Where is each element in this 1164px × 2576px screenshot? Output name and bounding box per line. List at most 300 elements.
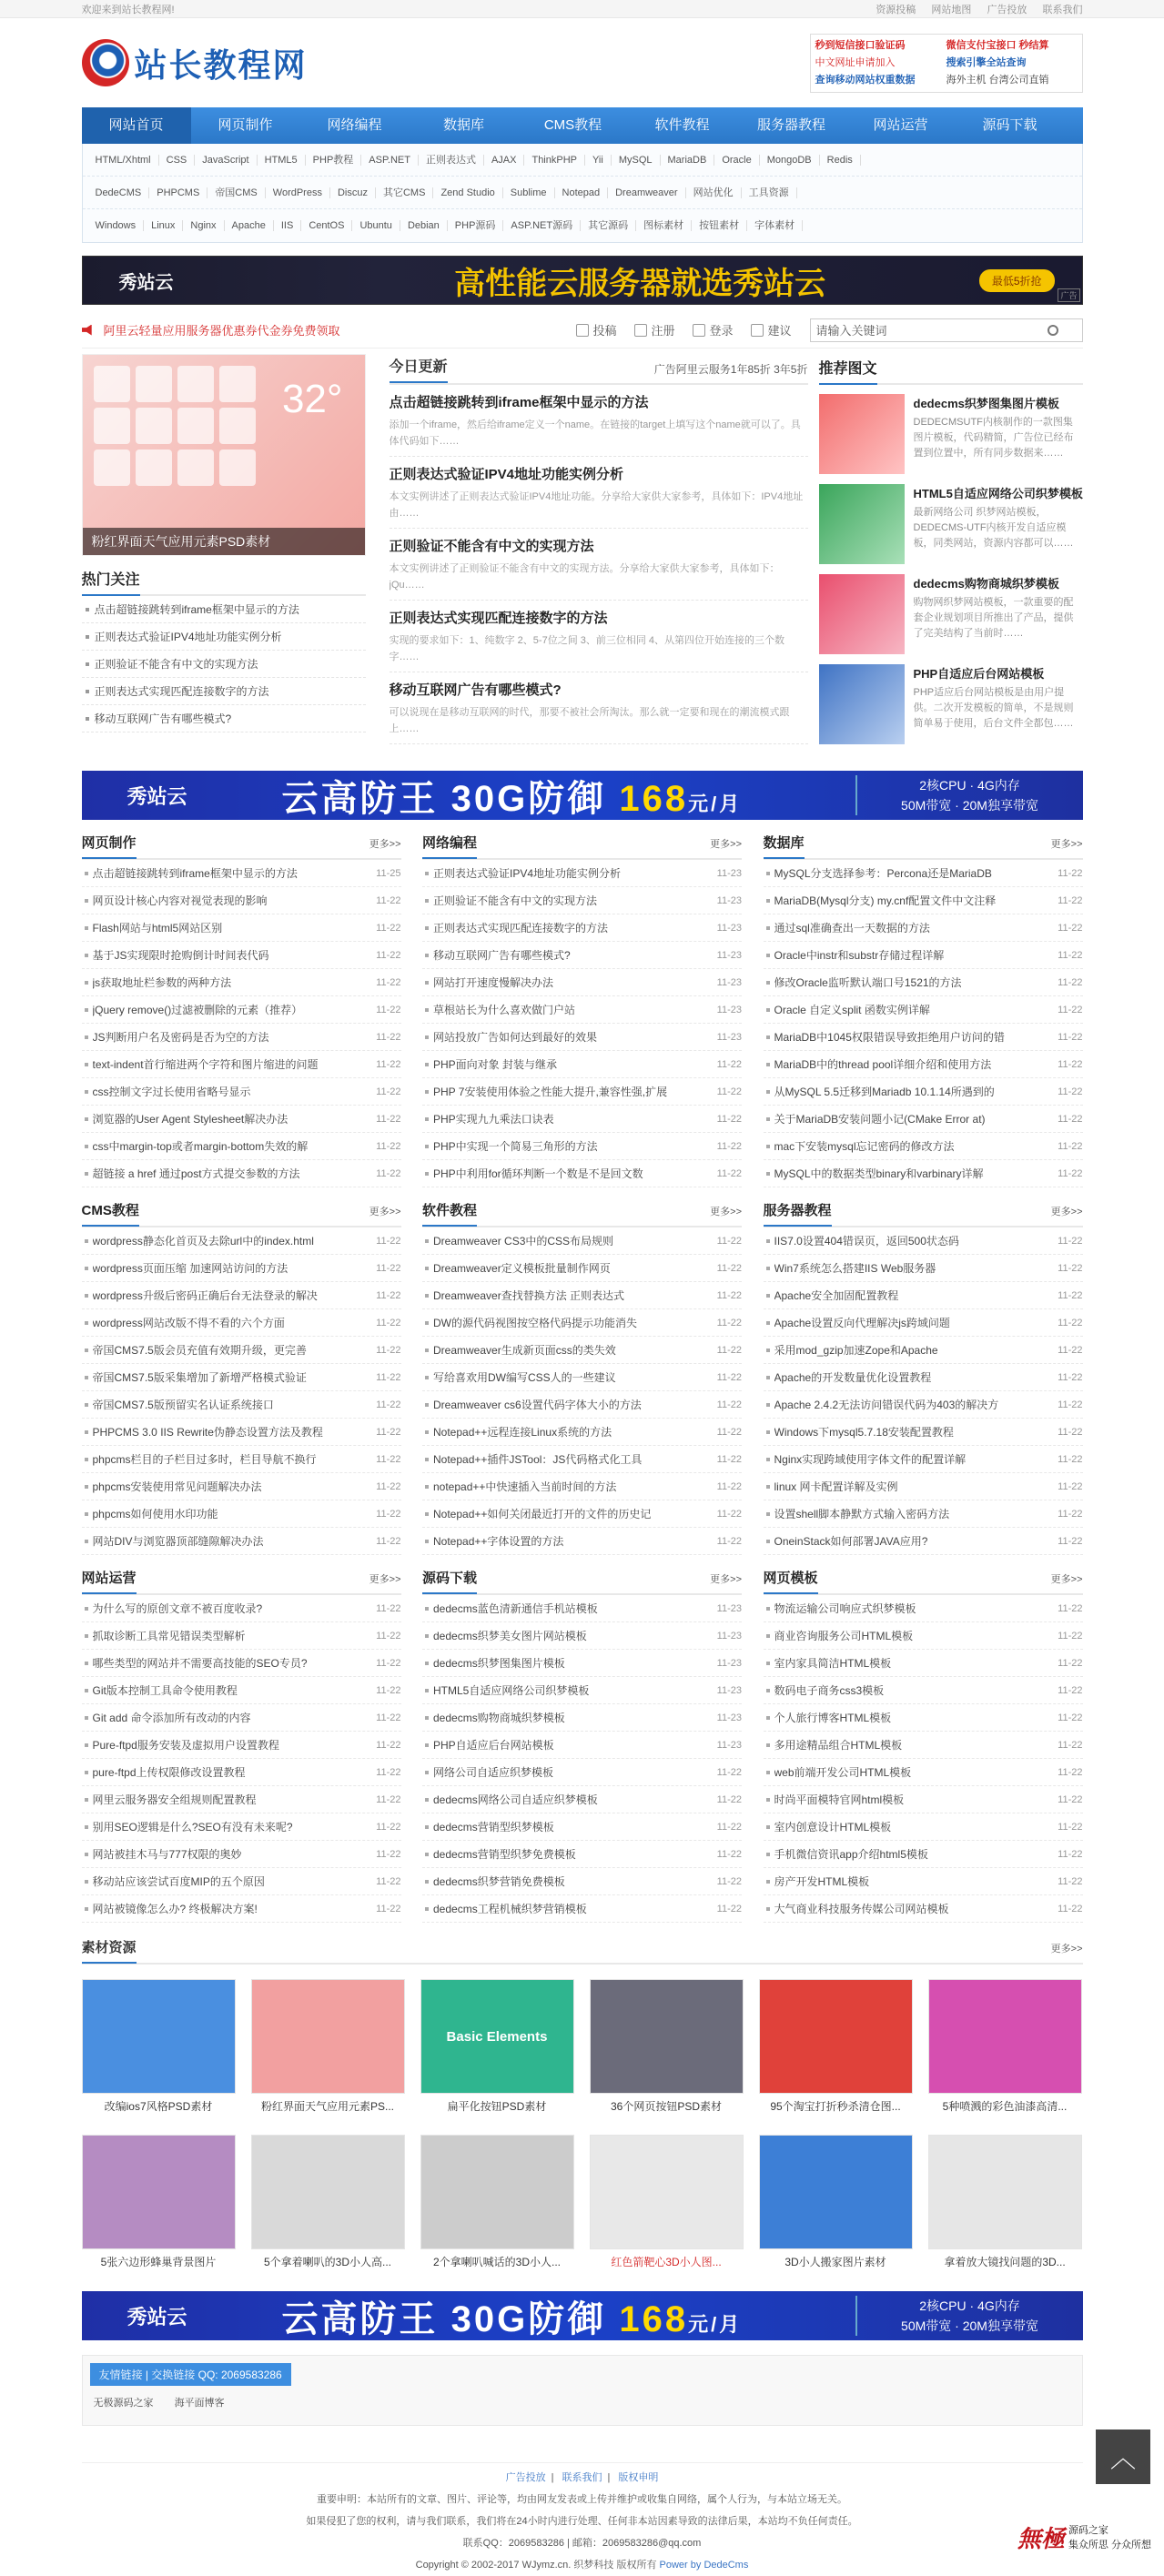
resource-card[interactable]: [251, 1979, 405, 2119]
article-link[interactable]: 网站投放广告如何达到最好的效果: [433, 1031, 598, 1044]
article-link[interactable]: Dreamweaver定义模板批量制作网页: [433, 1262, 611, 1275]
slideshow[interactable]: [82, 354, 366, 556]
recommend-thumbnail[interactable]: [819, 664, 905, 744]
list-item: [82, 1419, 401, 1446]
article-link[interactable]: 网站被镜像怎么办? 终极解决方案!: [92, 1903, 258, 1915]
article-link[interactable]: 网络公司自适应织梦模板: [433, 1766, 554, 1779]
section-more-link[interactable]: 更多>>: [1050, 1207, 1083, 1217]
tag-link[interactable]: 工具资源: [742, 187, 797, 198]
article-link[interactable]: phpcms安装使用常见问题解决办法: [92, 1480, 262, 1493]
tag-link[interactable]: Yii: [585, 155, 612, 166]
news-title[interactable]: 正则表达式验证IPV4地址功能实例分析: [389, 467, 624, 482]
tag-link[interactable]: 帝国CMS: [207, 187, 265, 198]
resource-caption[interactable]: 3D小人搬家图片素材: [784, 2256, 886, 2268]
resource-thumbnail[interactable]: [82, 2135, 236, 2249]
recommend-item[interactable]: [819, 475, 1083, 565]
section-title[interactable]: 服务器教程: [764, 1196, 832, 1227]
article-link[interactable]: 大气商业科技服务传媒公司网站模板: [774, 1903, 949, 1915]
section-title[interactable]: 网络编程: [422, 828, 477, 859]
tag-link[interactable]: 网站优化: [686, 187, 742, 198]
article-date: 11-22: [1058, 1481, 1083, 1492]
resource-card[interactable]: [82, 2135, 236, 2275]
resource-thumbnail[interactable]: [82, 1979, 236, 2094]
article-link[interactable]: Win7系统怎么搭建IIS Web服务器: [774, 1262, 936, 1275]
article-date: 11-22: [376, 1032, 401, 1043]
article-link[interactable]: dedecms网络公司自适应织梦模板: [433, 1793, 598, 1806]
article-link[interactable]: 网站打开速度慢解决办法: [433, 976, 554, 989]
article-link[interactable]: 哪些类型的网站并不需要高技能的SEO专员?: [92, 1657, 308, 1670]
list-item: [764, 1595, 1083, 1622]
article-link[interactable]: PHP面向对象 封装与继承: [433, 1058, 558, 1071]
list-item: [764, 860, 1083, 887]
list-item: [422, 1732, 742, 1759]
article-link[interactable]: Dreamweaver生成新页面css的类失效: [433, 1344, 616, 1357]
resource-card[interactable]: [590, 2135, 744, 2275]
article-link[interactable]: PHP自适应后台网站模板: [433, 1739, 554, 1752]
tag-link[interactable]: Notepad: [555, 187, 609, 198]
tag-link[interactable]: 其它源码: [581, 220, 636, 231]
article-link[interactable]: dedecms织梦美女图片网站模板: [433, 1630, 587, 1642]
hot-list-item[interactable]: 移动互联网广告有哪些模式?: [82, 705, 366, 732]
tag-link[interactable]: WordPress: [266, 187, 330, 198]
article-link[interactable]: DW的源代码视图按空格代码提示功能消失: [433, 1317, 637, 1329]
list-item: [422, 860, 742, 887]
recommend-thumbnail[interactable]: [819, 394, 905, 474]
article-link[interactable]: 超链接 a href 通过post方式提交参数的方法: [92, 1167, 300, 1180]
recommend-item[interactable]: [819, 655, 1083, 745]
section-title[interactable]: 数据库: [764, 828, 805, 859]
header-ad-link[interactable]: 秒到短信接口验证码: [815, 39, 906, 51]
recommend-item[interactable]: [819, 385, 1083, 475]
tag-link[interactable]: CSS: [159, 155, 196, 166]
resource-thumbnail[interactable]: [420, 2135, 574, 2249]
tag-link[interactable]: 字体素材: [747, 220, 803, 231]
article-link[interactable]: 帝国CMS7.5版会员充值有效期升级，更完善: [92, 1344, 307, 1357]
article-link[interactable]: HTML5自适应网络公司织梦模板: [433, 1684, 590, 1697]
article-link[interactable]: PHPCMS 3.0 IIS Rewrite伪静态设置方法及教程: [92, 1426, 323, 1439]
header-ad-link[interactable]: 海外主机 台湾公司直销: [946, 74, 1049, 86]
recommend-item[interactable]: [819, 565, 1083, 655]
article-link[interactable]: PHP实现九九乘法口诀表: [433, 1113, 554, 1126]
article-link[interactable]: dedecms织梦营销免费模板: [433, 1875, 565, 1888]
resource-card[interactable]: [251, 2135, 405, 2275]
news-item: [390, 529, 808, 601]
article-date: 11-22: [716, 1141, 742, 1152]
tag-link[interactable]: CentOS: [301, 220, 352, 231]
corner-logo[interactable]: [1017, 2520, 1151, 2554]
footer-disclaimer-1: 重要申明：本站所有的文章、图片、评论等，均由网友发表或上传并维护或收集自网络，属个人行为，与本站立场无关。: [317, 2494, 847, 2505]
article-link[interactable]: 点击超链接跳转到iframe框架中显示的方法: [92, 867, 298, 880]
article-link[interactable]: MariaDB中1045权限错误导致拒绝用户访问的错: [774, 1031, 1005, 1044]
article-link[interactable]: PHP中利用for循环判断一个数是不是回文数: [433, 1167, 643, 1180]
footer-link-contact[interactable]: 联系我们: [562, 2472, 602, 2483]
resource-caption[interactable]: 2个拿喇叭喊话的3D小人...: [432, 2256, 562, 2268]
article-date: 11-22: [1058, 1794, 1083, 1805]
article-link[interactable]: PHP中实现一个简易三角形的方法: [433, 1140, 598, 1153]
header-ad-link[interactable]: 中文网址申请加入: [815, 56, 896, 68]
ad-banner-top[interactable]: [82, 256, 1083, 305]
header-ad-link[interactable]: 查询移动网站权重数据: [815, 74, 916, 86]
tag-link[interactable]: 图标素材: [636, 220, 692, 231]
tag-link[interactable]: Sublime: [503, 187, 555, 198]
submit-button[interactable]: [576, 321, 616, 338]
article-date: 11-25: [376, 868, 401, 879]
resource-thumbnail[interactable]: [590, 2135, 744, 2249]
banner-cta-button[interactable]: 最低5折抢: [979, 269, 1055, 292]
list-item: [422, 1160, 742, 1187]
resource-thumbnail[interactable]: [251, 1979, 405, 2094]
article-link[interactable]: Apache 2.4.2无法访问错误代码为403的解决方: [774, 1399, 999, 1411]
article-link[interactable]: dedecms蓝色清新通信手机站模板: [433, 1602, 598, 1615]
recommend-thumbnail[interactable]: [819, 484, 905, 564]
tag-link[interactable]: DedeCMS: [88, 187, 150, 198]
list-item: [422, 1813, 742, 1841]
section-more-link[interactable]: 更多>>: [710, 1207, 742, 1217]
article-link[interactable]: Notepad++插件JSTool：JS代码格式化工具: [433, 1453, 643, 1466]
section-title[interactable]: 网页模板: [764, 1563, 818, 1594]
tag-link[interactable]: PHPCMS: [149, 187, 207, 198]
powered-by-link[interactable]: Power by DedeCms: [659, 2560, 749, 2571]
list-item: [82, 1337, 401, 1364]
article-link[interactable]: 网里云服务器安全组规则配置教程: [92, 1793, 257, 1806]
article-date: 11-22: [376, 923, 401, 934]
section-more-link[interactable]: 更多>>: [369, 839, 401, 850]
article-link[interactable]: wordpress静态化首页及去除url中的index.html: [92, 1235, 314, 1248]
resource-card[interactable]: [928, 1979, 1082, 2119]
resource-caption[interactable]: 5张六边形蜂巢背景图片: [100, 2256, 217, 2268]
article-link[interactable]: 为什么写的原创文章不被百度收录?: [92, 1602, 263, 1615]
back-to-top-button[interactable]: ︿: [1096, 2430, 1150, 2484]
resources-more-link[interactable]: 更多>>: [1050, 1944, 1083, 1955]
article-link[interactable]: css控制文字过长使用省略号显示: [92, 1086, 251, 1098]
login-button[interactable]: [693, 321, 733, 338]
hot-list-item[interactable]: 正则验证不能含有中文的实现方法: [82, 651, 366, 678]
ad-banner-bottom[interactable]: [82, 2291, 1083, 2340]
article-link[interactable]: phpcms如何使用水印功能: [92, 1508, 218, 1520]
article-link[interactable]: Oracle 自定义split 函数实例详解: [774, 1004, 930, 1016]
article-link[interactable]: Pure-ftpd服务安装及虚拟用户设置教程: [92, 1739, 279, 1752]
news-title[interactable]: 点击超链接跳转到iframe框架中显示的方法: [389, 395, 649, 410]
suggest-button[interactable]: [751, 321, 791, 338]
tag-link[interactable]: Dreamweaver: [608, 187, 685, 198]
article-link[interactable]: 商业咨询服务公司HTML模板: [774, 1630, 914, 1642]
section-more-link[interactable]: 更多>>: [1050, 1574, 1083, 1585]
resource-caption[interactable]: 粉红界面天气应用元素PS...: [260, 2100, 394, 2113]
recommend-title[interactable]: dedecms购物商城织梦模板: [913, 577, 1059, 591]
nav-database[interactable]: 数据库: [442, 117, 484, 133]
resource-caption[interactable]: 5种喷溅的彩色油漆高清...: [942, 2100, 1068, 2113]
article-link[interactable]: 数码电子商务css3模板: [774, 1684, 885, 1697]
article-link[interactable]: MySQL中的数据类型binary和varbinary详解: [774, 1167, 984, 1180]
article-link[interactable]: 房产开发HTML模板: [774, 1875, 870, 1888]
tag-link[interactable]: IIS: [274, 220, 301, 231]
article-link[interactable]: text-indent首行缩进两个字符和图片缩进的问题: [92, 1058, 319, 1071]
article-date: 11-22: [376, 950, 401, 961]
nav-software[interactable]: 软件教程: [654, 117, 710, 133]
article-link[interactable]: 网站被挂木马与777权限的奥妙: [92, 1848, 242, 1861]
tag-link[interactable]: ASP.NET源码: [503, 220, 581, 231]
article-link[interactable]: js获取地址栏参数的两种方法: [92, 976, 232, 989]
article-link[interactable]: Nginx实现跨域使用字体文件的配置详解: [774, 1453, 967, 1466]
article-link[interactable]: jQuery remove()过滤被删除的元素（推荐）: [92, 1004, 303, 1016]
article-link[interactable]: 室内家具简洁HTML模板: [774, 1657, 892, 1670]
article-link[interactable]: wordpress网站改版不得不看的六个方面: [92, 1317, 285, 1329]
banner-spec-1: 2核CPU · 4G内存: [919, 2298, 1020, 2313]
tag-link[interactable]: Apache: [225, 220, 274, 231]
tag-link[interactable]: HTML/Xhtml: [88, 155, 159, 166]
article-link[interactable]: Notepad++字体设置的方法: [433, 1535, 564, 1548]
section-title[interactable]: CMS教程: [82, 1196, 139, 1227]
resource-caption[interactable]: 36个网页按钮PSD素材: [610, 2100, 723, 2113]
article-link[interactable]: 写给喜欢用DW编写CSS人的一些建议: [433, 1371, 616, 1384]
article-link[interactable]: JS判断用户名及密码是否为空的方法: [92, 1031, 269, 1044]
article-link[interactable]: Git版本控制工具命令使用教程: [92, 1684, 238, 1697]
article-link[interactable]: OneinStack如何部署JAVA应用?: [774, 1535, 928, 1548]
list-item: [764, 996, 1083, 1024]
top-link-ads[interactable]: 广告投放: [987, 5, 1027, 15]
news-title[interactable]: 正则验证不能含有中文的实现方法: [389, 539, 594, 554]
footer-link-copyright[interactable]: 版权申明: [618, 2472, 659, 2483]
section-more-link[interactable]: 更多>>: [710, 839, 742, 850]
article-link[interactable]: 通过sql准确查出一天数据的方法: [774, 922, 930, 934]
article-link[interactable]: 浏览器的User Agent Stylesheet解决办法: [92, 1113, 288, 1126]
resource-thumbnail[interactable]: [590, 1979, 744, 2094]
hot-list-item[interactable]: 点击超链接跳转到iframe框架中显示的方法: [82, 596, 366, 623]
friend-link[interactable]: 海平面博客: [174, 2398, 225, 2409]
article-link[interactable]: 物流运输公司响应式织梦模板: [774, 1602, 916, 1615]
news-item: [390, 601, 808, 672]
search-icon[interactable]: [1048, 325, 1058, 336]
article-link[interactable]: dedecms营销型织梦模板: [433, 1821, 554, 1834]
article-link[interactable]: web前端开发公司HTML模板: [774, 1766, 912, 1779]
resource-thumbnail[interactable]: [759, 1979, 913, 2094]
article-link[interactable]: css中margin-top或者margin-bottom失效的解: [92, 1140, 309, 1153]
hot-list-item[interactable]: 正则表达式验证IPV4地址功能实例分析: [82, 623, 366, 651]
recommend-thumbnail[interactable]: [819, 574, 905, 654]
top-link-sitemap[interactable]: 网站地图: [931, 5, 972, 15]
nav-programming[interactable]: 网络编程: [327, 117, 382, 133]
article-link[interactable]: 手机微信资讯app介绍html5模板: [774, 1848, 928, 1861]
article-link[interactable]: MariaDB(Mysql分支) my.cnf配置文件中文注释: [774, 894, 997, 907]
resource-thumbnail[interactable]: [928, 2135, 1082, 2249]
tag-link[interactable]: PHP源码: [448, 220, 504, 231]
search-input[interactable]: [810, 318, 1083, 342]
footer-link-ads[interactable]: 广告投放: [505, 2472, 546, 2483]
article-link[interactable]: Apache的开发数量优化设置教程: [774, 1371, 932, 1384]
article-link[interactable]: notepad++中快速插入当前时间的方法: [433, 1480, 617, 1493]
article-link[interactable]: pure-ftpd上传权限修改设置教程: [92, 1766, 246, 1779]
tag-link[interactable]: Discuz: [330, 187, 376, 198]
resource-caption[interactable]: 95个淘宝打折秒杀清仓图...: [770, 2100, 901, 2113]
section-more-link[interactable]: 更多>>: [369, 1574, 401, 1585]
list-item: [764, 1895, 1083, 1923]
resource-card[interactable]: [420, 1979, 574, 2119]
register-button[interactable]: [634, 321, 674, 338]
article-link[interactable]: phpcms栏目的子栏目过多时，栏目导航不换行: [92, 1453, 317, 1466]
article-link[interactable]: wordpress页面压缩 加速网站访问的方法: [92, 1262, 288, 1275]
article-link[interactable]: dedecms织梦图集图片模板: [433, 1657, 565, 1670]
section-title[interactable]: 网页制作: [82, 828, 137, 859]
article-link[interactable]: 帝国CMS7.5版预留实名认证系统接口: [92, 1399, 274, 1411]
tag-link[interactable]: Redis: [820, 155, 861, 166]
tag-link[interactable]: JavaScript: [195, 155, 257, 166]
resource-thumbnail[interactable]: [759, 2135, 913, 2249]
tag-link[interactable]: Ubuntu: [352, 220, 400, 231]
section-title[interactable]: 网站运营: [82, 1563, 137, 1594]
article-link[interactable]: 室内创意设计HTML模板: [774, 1821, 892, 1834]
tag-link[interactable]: ThinkPHP: [524, 155, 585, 166]
friend-link[interactable]: 无极源码之家: [93, 2398, 154, 2409]
tag-link[interactable]: Oracle: [714, 155, 759, 166]
article-link[interactable]: 从MySQL 5.5迁移到Mariadb 10.1.14所遇到的: [774, 1086, 995, 1098]
tag-link[interactable]: HTML5: [258, 155, 306, 166]
nav-web-design[interactable]: 网页制作: [218, 117, 273, 133]
top-link-submit[interactable]: 资源投稿: [876, 5, 916, 15]
tag-link[interactable]: Debian: [400, 220, 448, 231]
article-link[interactable]: Apache设置反向代理解决js跨域问题: [774, 1317, 950, 1329]
article-link[interactable]: Git add 命令添加所有改动的内容: [92, 1712, 251, 1724]
article-link[interactable]: MySQL分支选择参考：Percona还是MariaDB: [774, 867, 992, 880]
article-link[interactable]: 正则表达式验证IPV4地址功能实例分析: [433, 867, 622, 880]
article-link[interactable]: dedecms工程机械织梦营销模板: [433, 1903, 587, 1915]
list-item: [82, 1227, 401, 1255]
tag-link[interactable]: 按钮素材: [692, 220, 747, 231]
tag-link[interactable]: Nginx: [183, 220, 224, 231]
article-link[interactable]: Flash网站与html5网站区别: [92, 922, 223, 934]
section-more-link[interactable]: 更多>>: [369, 1207, 401, 1217]
article-link[interactable]: PHP 7安装使用体验之性能大提升,兼容性强,扩展: [433, 1086, 668, 1098]
article-link[interactable]: Dreamweaver CS3中的CSS布局规则: [433, 1235, 614, 1248]
list-item: [764, 1078, 1083, 1106]
slide-caption[interactable]: 粉红界面天气应用元素PSD素材: [83, 528, 365, 555]
hot-list-item[interactable]: 正则表达式实现匹配连接数字的方法: [82, 678, 366, 705]
resource-caption[interactable]: 红色箭靶心3D小人图...: [611, 2256, 722, 2268]
resource-card[interactable]: [82, 1979, 236, 2119]
article-link[interactable]: 多用途精品组合HTML模板: [774, 1739, 903, 1752]
article-link[interactable]: Dreamweaver cs6设置代码字体大小的方法: [433, 1399, 642, 1411]
article-link[interactable]: IIS7.0设置404错误页，返回500状态码: [774, 1235, 959, 1248]
tag-link[interactable]: Zend Studio: [433, 187, 502, 198]
article-link[interactable]: 时尚平面模特官网html模板: [774, 1793, 905, 1806]
header-ad-link[interactable]: 微信支付宝接口 秒结算: [946, 39, 1049, 51]
article-link[interactable]: 个人旅行博客HTML模板: [774, 1712, 892, 1724]
tag-link[interactable]: MariaDB: [661, 155, 715, 166]
article-link[interactable]: 设置shell脚本静默方式输入密码方法: [774, 1508, 950, 1520]
today-ad-link[interactable]: 广告阿里云服务1年85折 3年5折: [653, 363, 808, 376]
tag-link[interactable]: Linux: [144, 220, 183, 231]
article-link[interactable]: 帝国CMS7.5版采集增加了新增严格模式验证: [92, 1371, 307, 1384]
nav-home[interactable]: 网站首页: [82, 107, 191, 144]
news-title[interactable]: 移动互联网广告有哪些模式?: [389, 682, 562, 698]
site-logo[interactable]: [82, 39, 308, 86]
article-link[interactable]: Oracle中instr和substr存储过程详解: [774, 949, 945, 962]
article-link[interactable]: 正则验证不能含有中文的实现方法: [433, 894, 598, 907]
resource-thumbnail[interactable]: [928, 1979, 1082, 2094]
list-item: [422, 1868, 742, 1895]
article-link[interactable]: mac下安装mysql忘记密码的修改方法: [774, 1140, 955, 1153]
nav-source-download[interactable]: 源码下载: [982, 117, 1037, 133]
resource-card[interactable]: [590, 1979, 744, 2119]
tag-link[interactable]: 正则表达式: [419, 155, 484, 166]
article-date: 11-22: [376, 1399, 401, 1410]
nav-cms[interactable]: CMS教程: [543, 117, 602, 133]
section-more-link[interactable]: 更多>>: [1050, 839, 1083, 850]
tag-link[interactable]: PHP教程: [306, 155, 362, 166]
resource-thumbnail[interactable]: [420, 1979, 574, 2094]
article-link[interactable]: Notepad++如何关闭最近打开的文件的历史记: [433, 1508, 652, 1520]
article-link[interactable]: Notepad++远程连接Linux系统的方法: [433, 1426, 612, 1439]
article-link[interactable]: 采用mod_gzip加速Zope和Apache: [774, 1344, 938, 1357]
recommend-title[interactable]: dedecms织梦图集图片模板: [913, 397, 1059, 410]
recommend-title[interactable]: HTML5自适应网络公司织梦模板: [913, 487, 1083, 500]
article-date: 11-22: [716, 1794, 742, 1805]
article-link[interactable]: 移动互联网广告有哪些模式?: [433, 949, 571, 962]
resource-card[interactable]: [928, 2135, 1082, 2275]
article-link[interactable]: MariaDB中的thread pool详细介绍和使用方法: [774, 1058, 992, 1071]
article-link[interactable]: Apache安全加固配置教程: [774, 1289, 899, 1302]
notice-text[interactable]: 阿里云轻量应用服务器优惠券代金券免费领取: [103, 324, 340, 338]
resource-thumbnail[interactable]: [251, 2135, 405, 2249]
resource-card[interactable]: [420, 2135, 574, 2275]
header-ad-link[interactable]: 搜索引擎全站查询: [946, 56, 1027, 68]
article-link[interactable]: 网页设计核心内容对视觉表现的影响: [92, 894, 268, 907]
article-link[interactable]: 基于JS实现限时抢购倒计时间表代码: [92, 949, 269, 962]
article-link[interactable]: dedecms营销型织梦免费模板: [433, 1848, 576, 1861]
tag-link[interactable]: MongoDB: [760, 155, 820, 166]
tag-link[interactable]: AJAX: [484, 155, 525, 166]
article-link[interactable]: Windows下mysql5.7.18安装配置教程: [774, 1426, 954, 1439]
notice[interactable]: [82, 321, 340, 338]
article-link[interactable]: 关于MariaDB安装问题小记(CMake Error at): [774, 1113, 986, 1126]
banner-brand: 秀站云: [127, 2305, 187, 2329]
resource-caption[interactable]: 扁平化按钮PSD素材: [447, 2100, 547, 2113]
section-title[interactable]: 源码下载: [422, 1563, 477, 1594]
article-link[interactable]: 抓取诊断工具常见错误类型解析: [92, 1630, 246, 1642]
nav-operation[interactable]: 网站运营: [873, 117, 928, 133]
resource-caption[interactable]: 改编ios7风格PSD素材: [104, 2100, 213, 2113]
article-date: 11-22: [376, 1712, 401, 1723]
tag-link[interactable]: MySQL: [612, 155, 661, 166]
section-more-link[interactable]: 更多>>: [710, 1574, 742, 1585]
article-date: 11-22: [1058, 1685, 1083, 1696]
article-link[interactable]: 修改Oracle监听默认端口号1521的方法: [774, 976, 962, 989]
ad-banner-mid[interactable]: [82, 771, 1083, 820]
section-title[interactable]: 软件教程: [422, 1196, 477, 1227]
article-date: 11-22: [1058, 1114, 1083, 1125]
top-link-contact[interactable]: 联系我们: [1042, 5, 1083, 15]
tag-link[interactable]: Windows: [88, 220, 145, 231]
tag-link[interactable]: 其它CMS: [376, 187, 433, 198]
resource-card[interactable]: [759, 2135, 913, 2275]
tag-link[interactable]: ASP.NET: [361, 155, 419, 166]
article-link[interactable]: 别用SEO逻辑是什么?SEO有没有未来呢?: [92, 1821, 293, 1834]
resource-caption[interactable]: 拿着放大镜找问题的3D...: [944, 2256, 1066, 2268]
recommend-title[interactable]: PHP自适应后台网站模板: [913, 667, 1045, 681]
nav-server[interactable]: 服务器教程: [756, 117, 825, 133]
article-link[interactable]: linux 网卡配置详解及实例: [774, 1480, 898, 1493]
article-link[interactable]: 正则表达式实现匹配连接数字的方法: [433, 922, 609, 934]
resource-caption[interactable]: 5个拿着喇叭的3D小人高...: [263, 2256, 392, 2268]
resource-card[interactable]: [759, 1979, 913, 2119]
article-link[interactable]: 网站DIV与浏览器顶部缝隙解决办法: [92, 1535, 264, 1548]
article-link[interactable]: 移动站应该尝试百度MIP的五个原因: [92, 1875, 265, 1888]
article-link[interactable]: wordpress升级后密码正确后台无法登录的解决: [92, 1289, 318, 1302]
article-link[interactable]: 草根站长为什么喜欢做门户站: [433, 1004, 576, 1016]
article-link[interactable]: Dreamweaver查找替换方法 正则表达式: [433, 1289, 625, 1302]
news-title[interactable]: 正则表达式实现匹配连接数字的方法: [389, 611, 608, 626]
section-list: [422, 1595, 742, 1923]
article-link[interactable]: dedecms购物商城织梦模板: [433, 1712, 565, 1724]
